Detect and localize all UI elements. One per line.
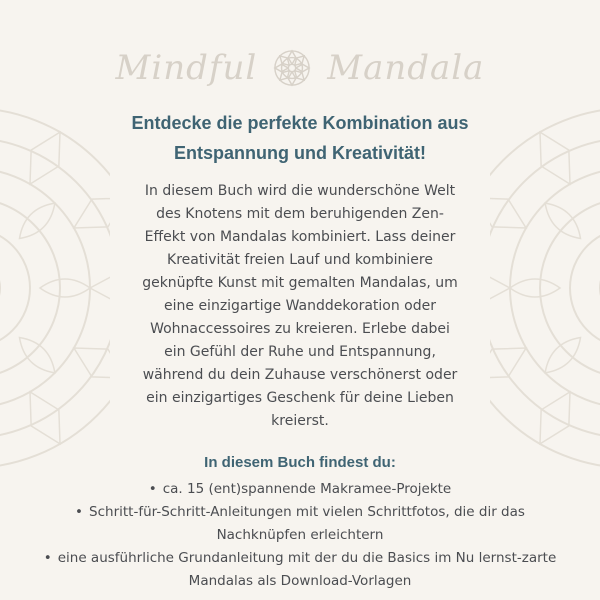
logo-word-right: Mandala — [327, 48, 485, 88]
description-line: während du dein Zuhause verschönerst oder — [142, 367, 458, 383]
feature-item: • ca. 15 (ent)spannende Makramee-Projekte — [40, 478, 560, 501]
headline-line-1: Entdecke die perfekte Kombination aus — [131, 113, 469, 133]
description-text — [110, 180, 490, 433]
description-line: des Knotens mit dem beruhigenden Zen- — [156, 206, 444, 222]
description-line: In diesem Buch wird die wunderschöne Welt — [144, 183, 456, 199]
feature-item: • Schritt-für-Schritt-Anleitungen mit vielen Schrittfotos, die dir das Nachknüpfen erleichtern — [40, 501, 560, 547]
description-line: ein Gefühl der Ruhe und Entspannung, — [164, 344, 436, 360]
feature-item: • eine ausführliche Grundanleitung mit der du die Basics im Nu lernst-zarte Mandalas als Download-Vorlagen — [40, 547, 560, 593]
description-line: eine einzigartige Wanddekoration oder — [164, 298, 436, 314]
headline — [85, 108, 515, 168]
description-line: ein einzigartiges Geschenk für deine Lieben — [146, 390, 454, 406]
brand-logo — [0, 38, 600, 98]
section-heading: In diesem Buch findest du: — [204, 454, 396, 471]
description-line: Wohnaccessoires zu kreieren. Erlebe dabei — [150, 321, 450, 337]
mandala-icon — [273, 49, 311, 87]
logo-word-left: Mindful — [115, 48, 258, 88]
description-line: Kreativität freien Lauf und kombiniere — [167, 252, 433, 268]
description-line: kreierst. — [271, 413, 329, 429]
description-line: geknüpfte Kunst mit gemalten Mandalas, um — [142, 275, 458, 291]
headline-line-2: Entspannung und Kreativität! — [174, 143, 426, 163]
feature-list — [40, 478, 560, 593]
description-line: Effekt von Mandalas kombiniert. Lass deiner — [144, 229, 456, 245]
